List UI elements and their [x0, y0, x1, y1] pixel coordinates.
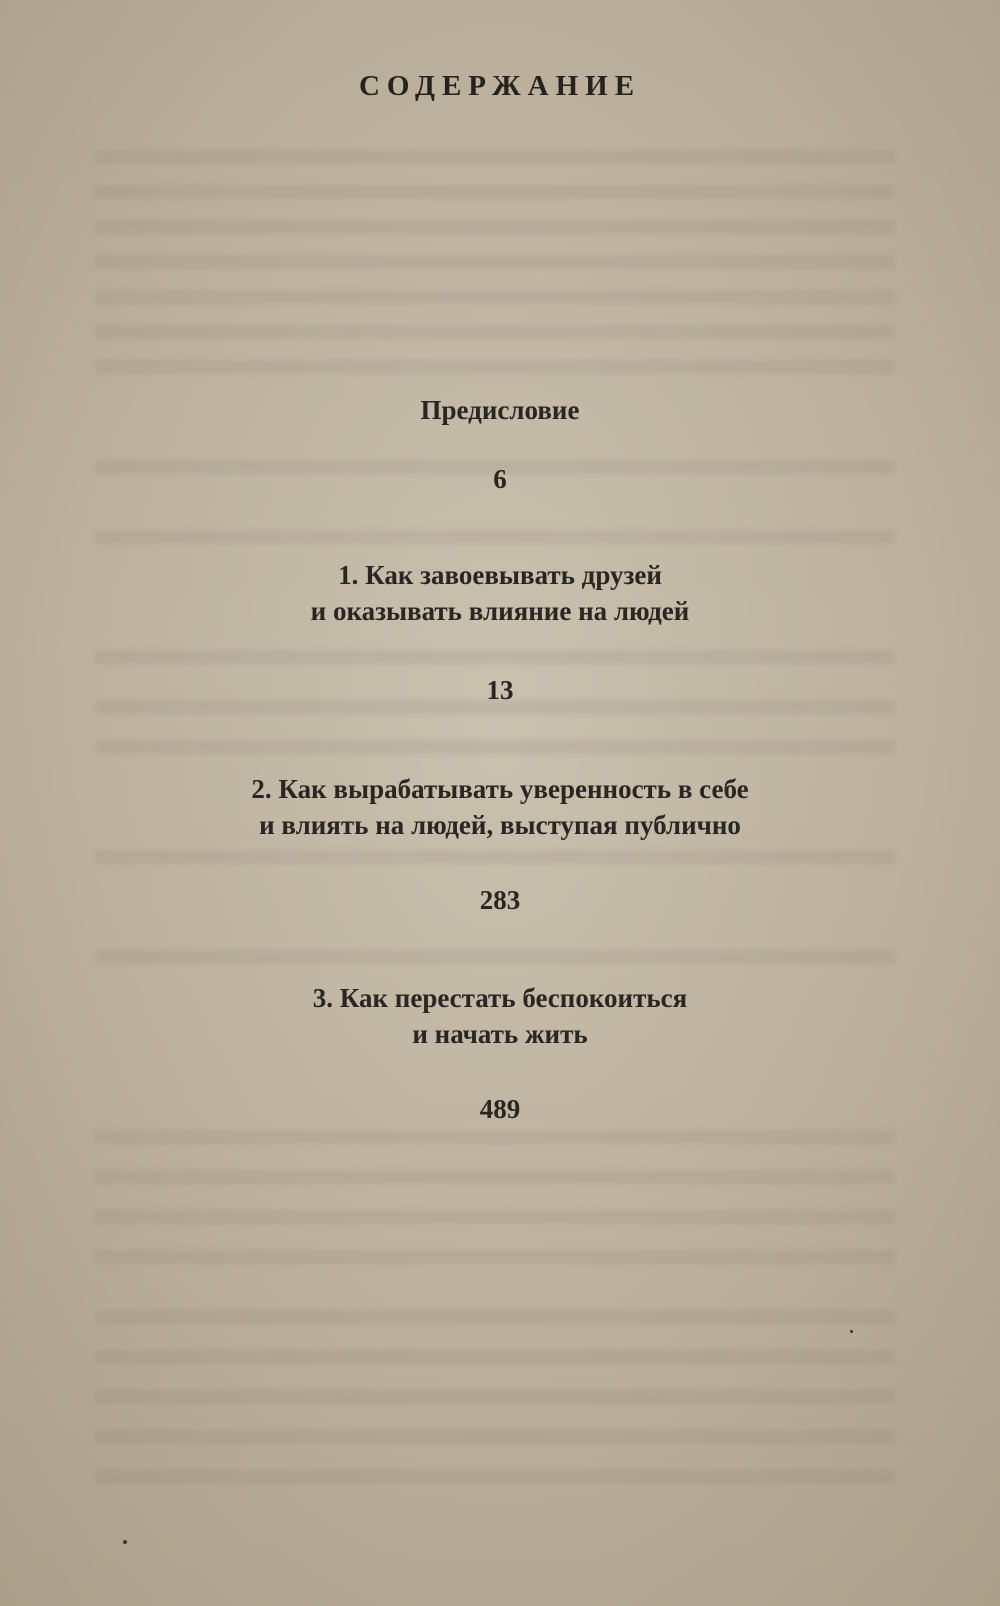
bleed-through-line	[95, 290, 895, 304]
bleed-through-line	[95, 1210, 895, 1224]
bleed-through-line	[95, 1470, 895, 1484]
bleed-through-line	[95, 1390, 895, 1404]
bleed-through-line	[95, 1170, 895, 1184]
bleed-through-line	[95, 950, 895, 964]
toc-entry-page-number: 489	[479, 1094, 521, 1124]
bleed-through-line	[95, 1130, 895, 1144]
toc-entry-title-line: и оказывать влияние на людей	[310, 596, 690, 626]
bleed-through-line	[95, 650, 895, 664]
toc-entry-title-line: и влиять на людей, выступая публично	[259, 810, 741, 840]
paper-speck	[123, 1540, 127, 1544]
bleed-through-line	[95, 255, 895, 269]
bleed-through-line	[95, 1310, 895, 1324]
bleed-through-line	[95, 325, 895, 339]
toc-entry-page-number: 13	[486, 675, 514, 705]
toc-entry-title-line: Предисловие	[420, 395, 580, 425]
toc-entry-title-line: 3. Как перестать беспокоиться	[312, 983, 688, 1013]
toc-entry-page-number: 6	[493, 464, 507, 494]
bleed-through-line	[95, 1350, 895, 1364]
toc-entry-title-line: 2. Как вырабатывать уверенность в себе	[251, 774, 749, 804]
toc-entry-page-number: 283	[479, 885, 521, 915]
bleed-through-line	[95, 850, 895, 864]
bleed-through-line	[95, 185, 895, 199]
toc-entry-title	[0, 771, 1000, 843]
toc-entry-title	[0, 392, 1000, 428]
bleed-through-line	[95, 360, 895, 374]
bleed-through-line	[95, 1430, 895, 1444]
bleed-through-line	[95, 530, 895, 544]
toc-entry-title-line: 1. Как завоевывать друзей	[338, 560, 662, 590]
bleed-through-line	[95, 1250, 895, 1264]
toc-entry-title	[0, 980, 1000, 1052]
bleed-through-line	[95, 220, 895, 234]
toc-entry-title	[0, 557, 1000, 629]
toc-entry-title-line: и начать жить	[412, 1019, 588, 1049]
bleed-through-line	[95, 740, 895, 754]
paper-speck	[850, 1330, 853, 1333]
page-title: СОДЕРЖАНИЕ	[358, 70, 642, 102]
bleed-through-line	[95, 150, 895, 164]
